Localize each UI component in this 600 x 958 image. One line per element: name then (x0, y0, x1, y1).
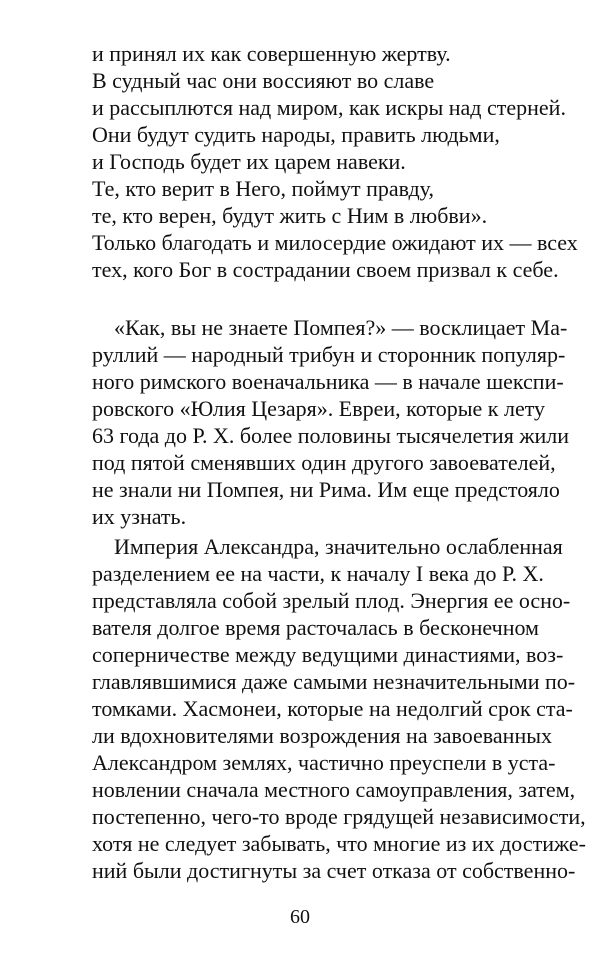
poem-line: тех, кого Бог в сострадании своем призвал к себе. (92, 257, 559, 282)
poem-line: и Господь будет их царем навеки. (92, 149, 406, 174)
page-number: 60 (290, 906, 310, 928)
paragraph-line: разделением ее на части, к началу I века до Р. Х. (92, 561, 544, 586)
paragraph-line: 63 года до Р. Х. более половины тысячелетия жили (92, 423, 570, 448)
poem-line: и рассыплются над миром, как искры над стерней. (92, 95, 566, 120)
paragraph-line: представляла собой зрелый плод. Энергия ее осно- (92, 588, 571, 613)
paragraph-line: хотя не следует забывать, что многие из их достиже- (92, 831, 587, 856)
poem-line: Те, кто верит в Него, поймут правду, (92, 176, 434, 201)
paragraph-line: «Как, вы не знаете Помпея?» — восклицает Ма- (114, 315, 568, 340)
poem-line: В судный час они воссияют во славе (92, 68, 435, 93)
paragraph-line: руллий — народный трибун и сторонник популяр- (92, 342, 566, 367)
paragraph-line: главлявшимися даже самыми незначительными по- (92, 669, 576, 694)
paragraph-line: вателя долгое время расточалась в бесконечном (92, 615, 539, 640)
paragraph-line: их узнать. (92, 504, 187, 529)
paragraph-line: под пятой сменявших один другого завоевателей, (92, 450, 556, 475)
paragraph-line: не знали ни Помпея, ни Рима. Им еще предстояло (92, 477, 560, 502)
poem-line: Они будут судить народы, править людьми, (92, 122, 500, 147)
paragraph-line: соперничестве между ведущими династиями, воз- (92, 642, 564, 667)
paragraph-line: ли вдохновителями возрождения на завоеванных (92, 723, 553, 748)
poem-line: и принял их как совершенную жертву. (92, 41, 451, 66)
paragraph-line: ровского «Юлия Цезаря». Евреи, которые к лету (92, 396, 546, 421)
paragraph-line: Александром землях, частично преуспели в уста- (92, 750, 556, 775)
poem-line: Только благодать и милосердие ожидают их — всех (92, 230, 578, 255)
paragraph-line: ний были достигнуты за счет отказа от собственно- (92, 858, 576, 883)
paragraph-line: ного римского военачальника — в начале шекспи- (92, 369, 564, 394)
poem-line: те, кто верен, будут жить с Ним в любви». (92, 203, 488, 228)
paragraph-line: новлении сначала местного самоуправления, затем, (92, 777, 576, 802)
paragraph-line: постепенно, чего-то вроде грядущей независимости, (92, 804, 586, 829)
paragraph-line: томками. Хасмонеи, которые на недолгий срок ста- (92, 696, 573, 721)
paragraph-line: Империя Александра, значительно ослабленная (114, 534, 563, 559)
